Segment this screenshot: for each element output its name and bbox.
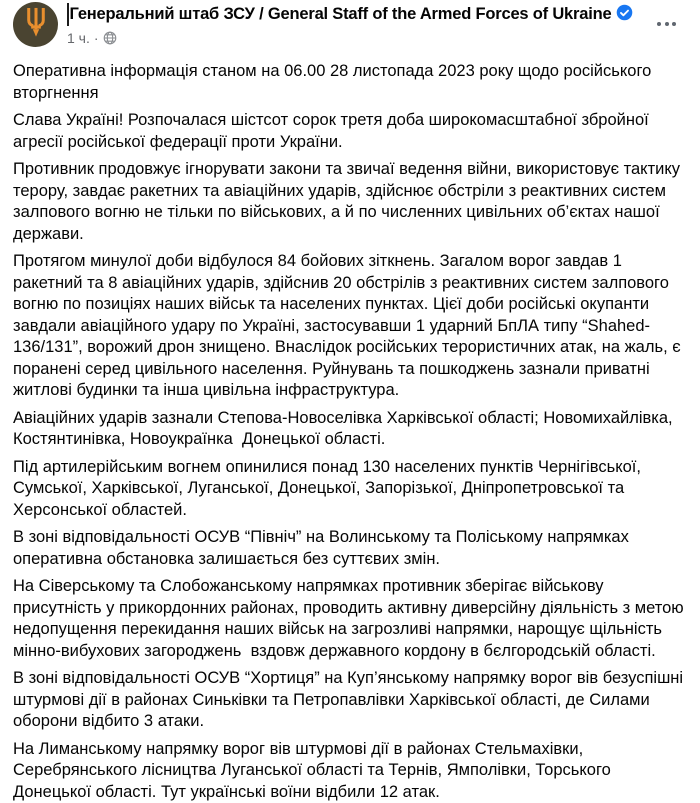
- post-meta-row: [67, 30, 633, 46]
- post-paragraph: В зоні відповідальності ОСУВ “Хортиця” на Куп’янському напрямку ворог вів безуспішні штурмові дії в районах Синьківки та Петропавлівки Харківської області, де Силами оборони відбито 3 атаки.: [13, 668, 684, 733]
- meta-separator: ·: [94, 30, 99, 46]
- post-paragraph: На Лиманському напрямку ворог вів штурмові дії в районах Стельмахівки, Серебрянського лісництва Луганської області та Тернів, Ямполівки, Торського Донецької області. Тут українські воїни відбили 12 атак.: [13, 739, 684, 803]
- post-body: [13, 61, 684, 803]
- post-paragraph: Слава Україні! Розпочалася шістсот сорок третя доба широкомасштабної збройної агресії російської федерації проти України.: [13, 110, 684, 153]
- post-paragraph: На Сіверському та Слобожанському напрямках противник зберігає військову присутність у прикордонних районах, проводить активну диверсійну діяльність з метою недопущення перекидання наших військ на загрозливі напрямки, нарощує щільність мінно-вибухових загороджень вздовж державного кордону в бєлгородській області.: [13, 576, 684, 662]
- page-avatar[interactable]: [13, 2, 58, 47]
- post-paragraph: Оперативна інформація станом на 06.00 28 листопада 2023 року щодо російського вторгнення: [13, 61, 684, 104]
- post-paragraph: Під артилерійським вогнем опинилися понад 130 населених пунктів Чернігівської, Сумської, Харківської, Луганської, Донецької, Запорізької, Дніпропетровської та Херсонської областей.: [13, 457, 684, 522]
- post-header: [13, 0, 684, 47]
- more-options-button[interactable]: [651, 12, 682, 36]
- text-cursor: [67, 3, 69, 26]
- post-paragraph: В зоні відповідальності ОСУВ “Північ” на Волинському та Поліському напрямках оперативна обстановка залишається без суттєвих змін.: [13, 527, 684, 570]
- ukraine-trident-icon: [23, 6, 49, 44]
- page-name-row: [67, 3, 633, 26]
- ellipsis-icon: [657, 22, 661, 26]
- timestamp[interactable]: 1 ч.: [67, 30, 90, 46]
- header-text: [67, 2, 633, 46]
- post-paragraph: Противник продовжує ігнорувати закони та звичаї ведення війни, використовує тактику терору, завдає ракетних та авіаційних ударів, здійснює обстріли з реактивних систем залпового вогню не тільки по військових, а й по численних цивільних об’єктах нашої держави.: [13, 159, 684, 245]
- post-paragraph: Авіаційних ударів зазнали Степова-Новоселівка Харківської області; Новомихайлівка, Костянтинівка, Новоукраїнка Донецької області.: [13, 408, 684, 451]
- verified-badge-icon: [616, 4, 633, 26]
- page-name-link[interactable]: Генеральний штаб ЗСУ / General Staff of the Armed Forces of Ukraine: [70, 5, 612, 24]
- globe-icon: [103, 31, 117, 45]
- post-paragraph: Протягом минулої доби відбулося 84 бойових зіткнень. Загалом ворог завдав 1 ракетний та 8 авіаційних ударів, здійснив 20 обстрілів з реактивних систем залпового вогню по позиціях наших військ та населених пунктах. Цієї доби російські окупанти завдали авіаційного удару по Україні, застосувавши 1 ударний БпЛА типу “Shahed-136/131”, ворожий дрон знищено. Внаслідок російських терористичних атак, на жаль, є поранені серед цивільного населення. Руйнувань та пошкоджень зазнали приватні житлові будинки та інша цивільна інфраструктура.: [13, 251, 684, 402]
